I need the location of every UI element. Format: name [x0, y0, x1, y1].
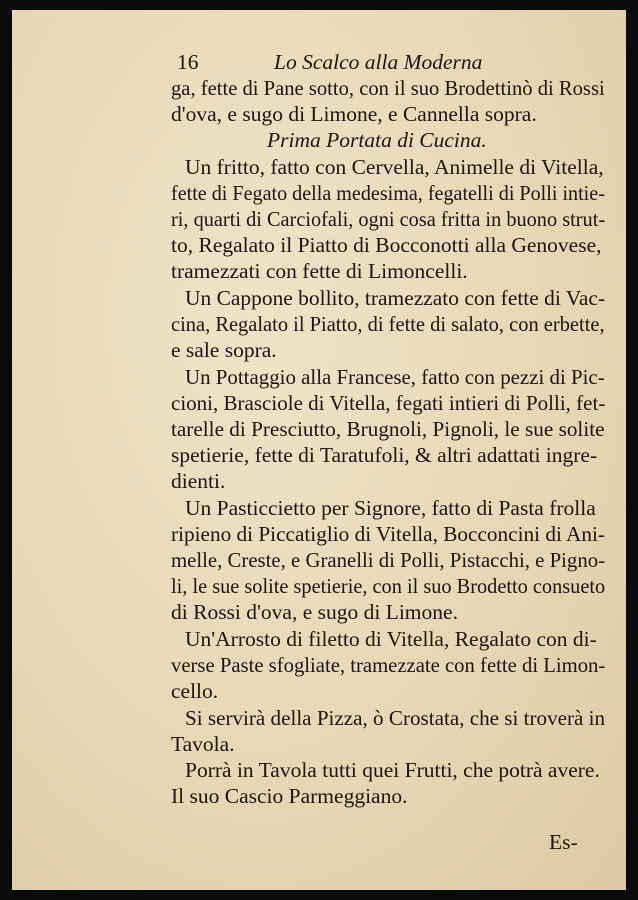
catchword: Es- — [549, 830, 578, 854]
text-line: d'ova, e sugo di Limone, e Cannella sopra. — [171, 102, 537, 126]
text-line: Tavola. — [171, 732, 235, 756]
text-line: dienti. — [171, 469, 226, 493]
text-line: Un fritto, fatto con Cervella, Animelle di Vitella, — [185, 155, 604, 179]
text-line: Un Cappone bollito, tramezzato con fette di Vac- — [185, 286, 606, 310]
text-line: cello. — [171, 679, 219, 703]
text-line: Il suo Cascio Parmeggiano. — [171, 784, 408, 808]
text-line: fette di Fegato della medesima, fegatelli di Polli intie- — [171, 181, 605, 205]
text-line: Si servirà della Pizza, ò Crostata, che si troverà in — [185, 706, 606, 730]
text-line: tarelle di Presciutto, Brugnoli, Pignoli, le sue solite — [171, 417, 605, 441]
text-line: spetierie, fette di Taratufoli, & altri adattati ingre- — [171, 443, 598, 467]
section-heading: Prima Portata di Cucina. — [267, 128, 487, 152]
text-line: tramezzati con fette di Limoncelli. — [171, 259, 468, 283]
text-line: Un Pasticcietto per Signore, fatto di Pasta frolla — [185, 496, 596, 520]
text-line: cioni, Brasciole di Vitella, fegati intieri di Polli, fet- — [171, 391, 606, 415]
text-line: melle, Creste, e Granelli di Polli, Pistacchi, e Pigno- — [171, 548, 606, 572]
text-line: di Rossi d'ova, e sugo di Limone. — [171, 600, 458, 624]
book-page — [12, 10, 626, 890]
text-line: cina, Regalato il Piatto, di fette di salato, con erbette, — [171, 312, 605, 336]
page-number: 16 — [177, 50, 199, 74]
text-line: Un'Arrosto di filetto di Vitella, Regalato con di- — [185, 627, 597, 651]
text-line: Un Pottaggio alla Francese, fatto con pezzi di Pic- — [185, 365, 605, 389]
text-line: ga, fette di Pane sotto, con il suo Brodettinò di Rossi — [171, 76, 605, 100]
text-line: verse Paste sfogliate, tramezzate con fette di Limon- — [171, 653, 606, 677]
text-line: li, le sue solite spetierie, con il suo Brodetto consueto — [171, 574, 606, 598]
text-line: Porrà in Tavola tutti quei Frutti, che potrà avere. — [185, 758, 600, 782]
text-line: ri, quarti di Carciofali, ogni cosa fritta in buono strut- — [171, 207, 606, 231]
text-line: ripieno di Piccatiglio di Vitella, Bocconcini di Ani- — [171, 522, 605, 546]
running-title: Lo Scalco alla Moderna — [274, 50, 483, 74]
text-line: e sale sopra. — [171, 338, 277, 362]
text-line: to, Regalato il Piatto di Bocconotti alla Genovese, — [171, 233, 602, 257]
